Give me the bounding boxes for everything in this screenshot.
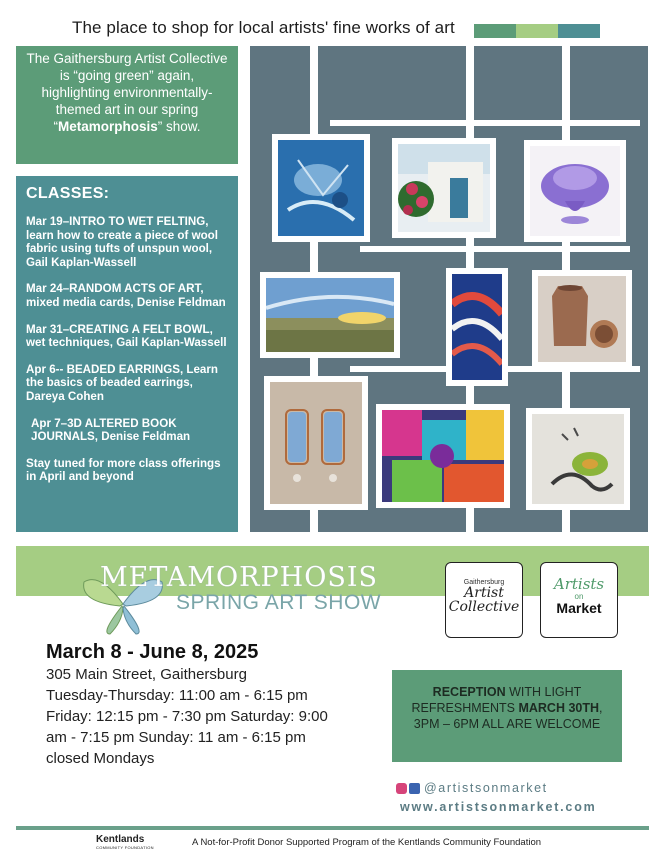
art-pottery	[532, 270, 632, 368]
reception-time: , 3PM – 6PM ALL ARE WELCOME	[413, 701, 603, 731]
instagram-icon[interactable]	[396, 783, 407, 794]
website-link[interactable]: www.artistsonmarket.com	[400, 800, 597, 814]
class-item: Apr 7–3D ALTERED BOOK JOURNALS, Denise Feldman	[31, 416, 191, 444]
reception-box	[392, 670, 622, 762]
footer-text: A Not-for-Profit Donor Supported Program of the Kentlands Community Foundation	[192, 837, 542, 848]
kentlands-logo	[96, 834, 154, 850]
class-item: Mar 24–RANDOM ACTS OF ART, mixed media cards, Denise Feldman	[26, 282, 226, 309]
show-address: 305 Main Street, Gaithersburg	[46, 666, 247, 683]
art-collage	[376, 404, 510, 508]
class-item: Apr 6-- BEADED EARRINGS, Learn the basics of beaded earrings, Dareya Cohen	[26, 362, 218, 403]
reception-text: WITH LIGHT REFRESHMENTS	[411, 685, 582, 715]
class-item: Mar 31–CREATING A FELT BOWL, wet techniques, Gail Kaplan-Wassell	[26, 322, 227, 350]
earrings-image	[270, 382, 362, 504]
social-handle[interactable]: @artistsonmarket	[424, 781, 548, 795]
wave-abstract-image	[452, 274, 502, 380]
collective-logo-line2: Collective	[448, 599, 520, 615]
show-title: METAMORPHOSIS	[100, 562, 379, 593]
landscape-image	[266, 278, 394, 352]
intro-text-end: ” show.	[157, 119, 201, 134]
collective-logo-small-text: Gaithersburg	[463, 579, 505, 586]
social-row	[396, 781, 548, 795]
tagline: The place to shop for local artists' fine works of art	[72, 18, 455, 37]
intro-text: The Gaithersburg Artist Collective is “going green” again, highlighting environmentally-themed art in our spring “	[26, 51, 228, 134]
art-sculpture	[526, 408, 630, 510]
show-subtitle: SPRING ART SHOW	[176, 591, 382, 614]
color-bar-segment-1	[474, 24, 516, 38]
market-logo-line3: Market	[556, 600, 602, 616]
kentlands-logo-sub: COMMUNITY FOUNDATION	[96, 845, 154, 850]
sculpture-image	[532, 414, 624, 504]
art-garden-shed	[392, 138, 496, 238]
kentlands-logo-name: Kentlands	[96, 834, 145, 845]
artist-collective-logo	[445, 562, 523, 638]
classes-box	[16, 176, 238, 532]
market-logo-line1: Artists	[553, 575, 605, 593]
artists-on-market-logo	[540, 562, 618, 638]
class-item: Stay tuned for more class offerings in April and beyond	[26, 456, 221, 484]
reception-date: MARCH 30TH	[518, 701, 600, 715]
facebook-icon[interactable]	[409, 783, 420, 794]
color-bar-segment-2	[516, 24, 558, 38]
collective-logo-line1: Artist	[464, 585, 504, 601]
show-dates: March 8 - June 8, 2025	[46, 641, 259, 663]
reception-label: RECEPTION	[432, 685, 506, 699]
market-logo-line2: on	[574, 592, 584, 601]
footer-rule	[16, 826, 649, 830]
classes-title: CLASSES:	[26, 185, 110, 202]
intro-show-name: Metamorphosis	[57, 119, 158, 134]
purple-glass-image	[530, 146, 620, 236]
art-earrings	[264, 376, 368, 510]
art-purple-glass	[524, 140, 626, 242]
art-landscape	[260, 272, 400, 358]
collage-image	[382, 410, 504, 502]
garden-shed-image	[398, 144, 490, 232]
class-item: Mar 19–INTRO TO WET FELTING, learn how to create a piece of wool fabric using tufts of unspun wool, Gail Kaplan-Wassell	[26, 215, 218, 269]
art-wave-abstract	[446, 268, 508, 386]
color-bar-segment-3	[558, 24, 600, 38]
art-gallery	[250, 46, 648, 532]
pottery-image	[538, 276, 626, 362]
art-cyanotype	[272, 134, 370, 242]
cyanotype-image	[278, 140, 364, 236]
show-hours: Tuesday-Thursday: 11:00 am - 6:15 pm Friday: 12:15 pm - 7:30 pm Saturday: 9:00 am - 7:15 pm Sunday: 11 am - 6:15 pm closed Mondays	[46, 687, 328, 767]
intro-box	[16, 46, 238, 164]
